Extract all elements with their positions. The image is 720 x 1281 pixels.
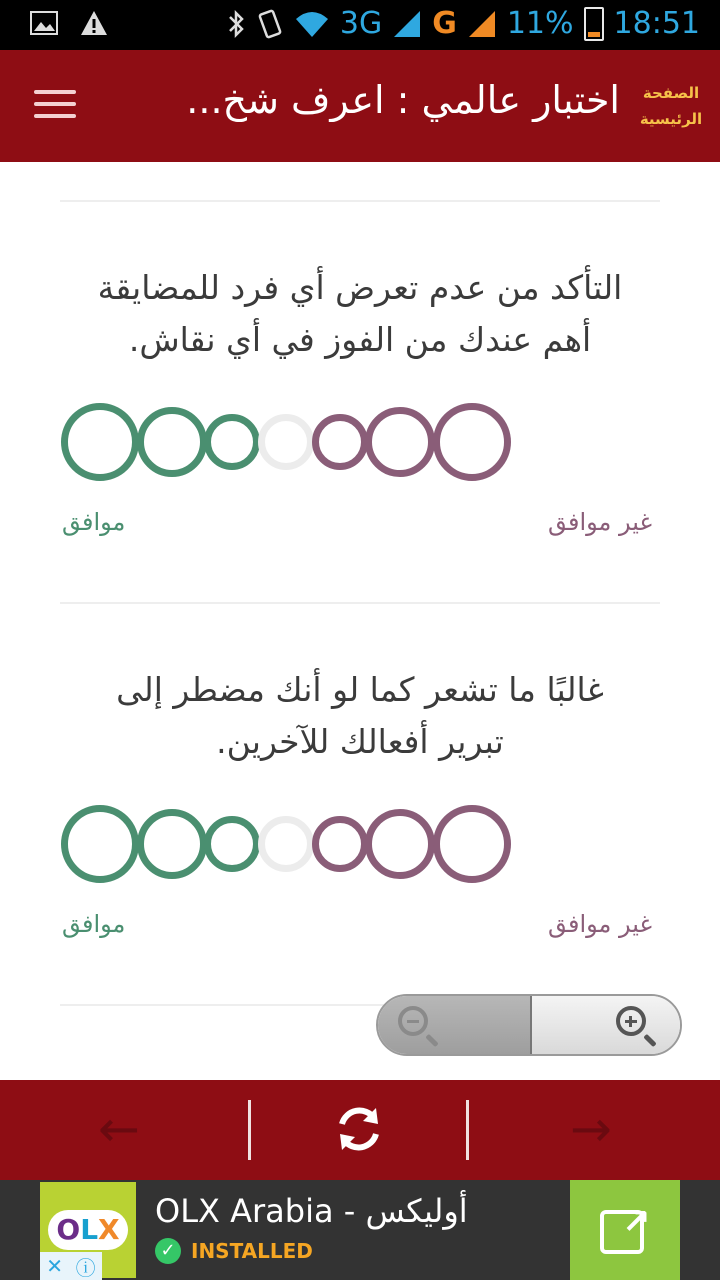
question-line: تبرير أفعالك للآخرين.: [216, 722, 504, 761]
open-app-button[interactable]: ↗: [570, 1180, 680, 1280]
rating-scale: [60, 802, 520, 886]
rating-option-3[interactable]: [204, 816, 260, 872]
ad-title: OLX Arabia - أوليكس: [155, 1192, 468, 1230]
app-bar: [0, 50, 720, 162]
refresh-icon[interactable]: [332, 1102, 386, 1156]
rating-option-4[interactable]: [258, 816, 314, 872]
ad-banner[interactable]: [0, 1180, 720, 1280]
bluetooth-icon: [226, 9, 246, 39]
rating-scale: [60, 400, 520, 484]
rating-option-5[interactable]: [312, 816, 368, 872]
wifi-icon: [294, 9, 330, 39]
rating-option-4[interactable]: [258, 414, 314, 470]
page-title: اختبار عالمي : اعرف شخ...: [186, 78, 620, 122]
battery-icon: [584, 7, 604, 41]
divider: [60, 602, 660, 604]
rating-option-3[interactable]: [204, 414, 260, 470]
info-icon[interactable]: ⓘ: [75, 1255, 96, 1280]
rating-option-6[interactable]: [365, 407, 435, 477]
question-line: التأكد من عدم تعرض أي فرد للمضايقة: [97, 268, 623, 307]
hamburger-menu-icon[interactable]: [34, 90, 76, 120]
question-text: [60, 664, 660, 768]
rating-option-7[interactable]: [433, 403, 511, 481]
zoom-control: [376, 994, 682, 1056]
signal-icon: [392, 9, 422, 39]
battery-percent: 11%: [506, 6, 574, 41]
home-label-line2: الرئيسية: [639, 110, 703, 128]
divider: [60, 200, 660, 202]
next-question-partial: [60, 1066, 660, 1080]
adchoices-icon[interactable]: [40, 1252, 102, 1280]
close-icon[interactable]: ✕: [46, 1254, 64, 1278]
zoom-in-icon: [616, 1006, 646, 1036]
check-icon: ✓: [155, 1238, 181, 1264]
home-button[interactable]: [636, 80, 706, 132]
question-text: [60, 262, 660, 366]
zoom-out-button[interactable]: [378, 996, 532, 1054]
arrow-right-icon[interactable]: →: [570, 1100, 612, 1158]
ad-status: [155, 1238, 313, 1264]
signal-icon-2: [467, 9, 497, 39]
gallery-icon: [30, 11, 58, 35]
rating-option-7[interactable]: [433, 805, 511, 883]
rating-option-2[interactable]: [137, 809, 207, 879]
arrow-left-icon[interactable]: ←: [98, 1100, 140, 1158]
rating-option-5[interactable]: [312, 414, 368, 470]
question-line: غالبًا ما تشعر كما لو أنك مضطر إلى: [116, 670, 604, 709]
disagree-label: غير موافق: [548, 910, 653, 938]
clock: 18:51: [613, 6, 700, 41]
home-label-line1: الصفحة: [642, 84, 700, 102]
network-type-2: G: [432, 6, 457, 41]
rating-option-6[interactable]: [365, 809, 435, 879]
olx-logo: OLX: [48, 1210, 128, 1250]
zoom-in-button[interactable]: [532, 996, 680, 1054]
nav-separator: [466, 1100, 469, 1160]
rating-option-2[interactable]: [137, 407, 207, 477]
agree-label: موافق: [62, 508, 126, 536]
status-bar: [0, 0, 720, 50]
disagree-label: غير موافق: [548, 508, 653, 536]
warning-icon: [80, 10, 108, 36]
installed-label: INSTALLED: [191, 1239, 313, 1263]
zoom-out-icon: [398, 1006, 428, 1036]
question-line: أهم عندك من الفوز في أي نقاش.: [128, 320, 592, 359]
network-type: 3G: [339, 6, 383, 41]
rating-option-1[interactable]: [61, 403, 139, 481]
vibrate-icon: [256, 9, 284, 39]
bottom-nav: [0, 1080, 720, 1180]
agree-label: موافق: [62, 910, 126, 938]
nav-separator: [248, 1100, 251, 1160]
rating-option-1[interactable]: [61, 805, 139, 883]
